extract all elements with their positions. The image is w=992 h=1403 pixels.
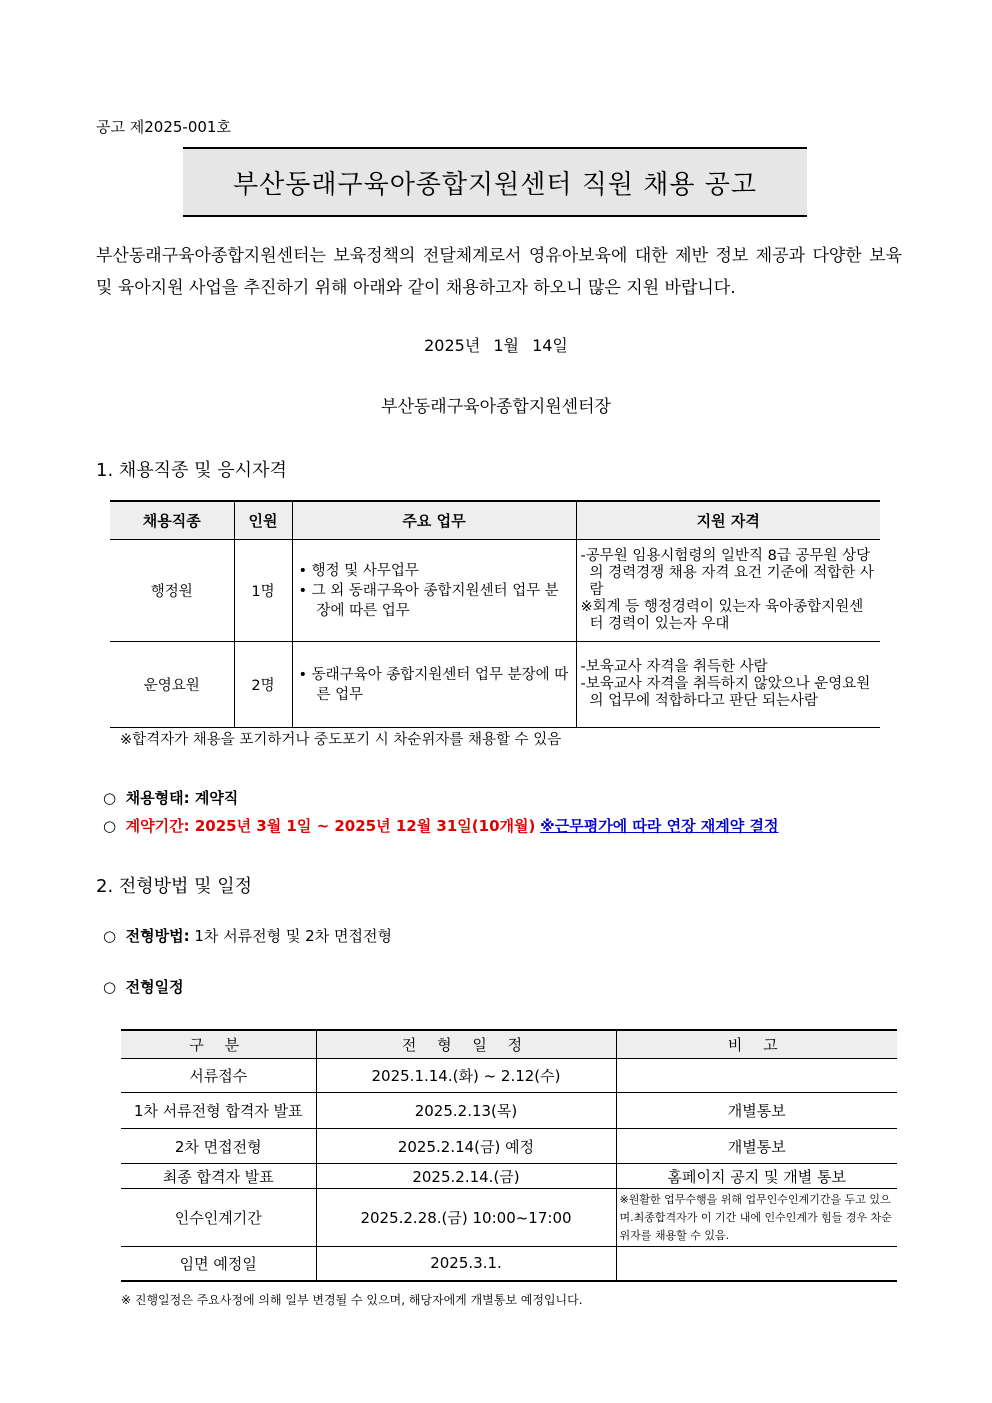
- job-title: 행정원: [110, 540, 234, 642]
- job-title: 운영요원: [110, 642, 234, 728]
- qualification-item: ※회계 등 행정경력이 있는자 육아종합지원센터 경력이 있는자 우대: [580, 599, 864, 632]
- circle-bullet-icon: ○: [103, 978, 117, 996]
- headcount: 1명: [234, 540, 292, 642]
- page-title: 부산동래구육아종합지원센터 직원 채용 공고: [233, 169, 757, 200]
- schedule-label: 전형일정: [125, 978, 184, 996]
- headcount: 2명: [234, 642, 292, 728]
- employment-type-line: [103, 787, 238, 808]
- table-row: [121, 1129, 897, 1164]
- col-header: 주요 업무: [292, 501, 576, 540]
- circle-bullet-icon: ○: [103, 789, 117, 807]
- remark-cell: [616, 1059, 897, 1093]
- intro-paragraph: 부산동래구육아종합지원센터는 보육정책의 전달체계로서 영유아보육에 대한 제반 정보 제공과 다양한 보육 및 육아지원 사업을 추진하기 위해 아래와 같이 채용하고자 하오니 많은 지원 바랍니다.: [96, 246, 902, 298]
- qualification-item: -공무원 임용시험령의 일반직 8급 공무원 상당의 경력경쟁 채용 자격 요건 기준에 적합한 사람: [580, 548, 874, 598]
- col-header: 구 분: [121, 1030, 316, 1059]
- qualifications-cell: [576, 642, 880, 728]
- col-header: 채용직종: [110, 501, 234, 540]
- date-cell: 2025.2.14.(금): [316, 1164, 616, 1189]
- stage-cell: 2차 면접전형: [121, 1129, 316, 1164]
- announcement-date: 2025년 1월 14일: [424, 336, 568, 355]
- section1-heading: 1. 채용직종 및 응시자격: [96, 460, 287, 481]
- table-row: [110, 540, 880, 642]
- remark-cell: 개별통보: [616, 1093, 897, 1129]
- duty-item: • 그 외 동래구육아 종합지원센터 업무 분장에 따른 업무: [298, 582, 559, 619]
- duty-item: • 동래구육아 종합지원센터 업무 분장에 따른 업무: [298, 666, 569, 703]
- date-cell: 2025.2.13(목): [316, 1093, 616, 1129]
- qualification-item: -보육교사 자격을 취득한 사람: [580, 659, 768, 675]
- col-header: 인원: [234, 501, 292, 540]
- positions-header-row: [110, 501, 880, 540]
- schedule-header-row: [121, 1030, 897, 1059]
- stage-cell: 최종 합격자 발표: [121, 1164, 316, 1189]
- col-header: 전 형 일 정: [316, 1030, 616, 1059]
- schedule-label-line: [103, 976, 184, 997]
- table-row: [121, 1093, 897, 1129]
- selection-method-value: 1차 서류전형 및 2차 면접전형: [194, 927, 392, 945]
- table-row: [121, 1247, 897, 1281]
- schedule-table: [121, 1029, 897, 1282]
- duties-cell: [292, 642, 576, 728]
- stage-cell: 1차 서류전형 합격자 발표: [121, 1093, 316, 1129]
- remark-cell: [616, 1247, 897, 1281]
- title-box: [183, 147, 807, 217]
- remark-cell: ※원활한 업무수행을 위해 업무인수인계기간을 두고 있으며.최종합격자가 이 기간 내에 인수인계가 힘들 경우 차순위자를 채용할 수 있음.: [616, 1189, 897, 1247]
- organization-head: 부산동래구육아종합지원센터장: [381, 397, 611, 417]
- table-row: [121, 1164, 897, 1189]
- date-cell: 2025.2.28.(금) 10:00~17:00: [316, 1189, 616, 1247]
- qualifications-cell: [576, 540, 880, 642]
- duty-item: • 행정 및 사무업무: [298, 562, 419, 579]
- remark-cell: 개별통보: [616, 1129, 897, 1164]
- table-row: [121, 1189, 897, 1247]
- qualification-item: -보육교사 자격을 취득하지 않았으나 운영요원의 업무에 적합하다고 판단 되는사람: [580, 676, 871, 709]
- schedule-note: ※ 진행일정은 주요사정에 의해 일부 변경될 수 있으며, 해당자에게 개별통보 예정입니다.: [121, 1293, 583, 1307]
- section1-note: ※합격자가 채용을 포기하거나 중도포기 시 차순위자를 채용할 수 있음: [120, 732, 562, 748]
- circle-bullet-icon: ○: [103, 817, 117, 835]
- table-row: [110, 642, 880, 728]
- stage-cell: 임면 예정일: [121, 1247, 316, 1281]
- employment-type: 채용형태: 계약직: [125, 789, 239, 807]
- positions-table: [110, 500, 880, 728]
- notice-number: 공고 제2025-001호: [96, 118, 231, 136]
- col-header: 비 고: [616, 1030, 897, 1059]
- date-cell: 2025.3.1.: [316, 1247, 616, 1281]
- selection-method-label: 전형방법:: [125, 927, 190, 945]
- col-header: 지원 자격: [576, 501, 880, 540]
- contract-period-line: [103, 815, 778, 836]
- date-cell: 2025.2.14(금) 예정: [316, 1129, 616, 1164]
- stage-cell: 서류접수: [121, 1059, 316, 1093]
- stage-cell: 인수인계기간: [121, 1189, 316, 1247]
- table-row: [121, 1059, 897, 1093]
- circle-bullet-icon: ○: [103, 927, 117, 945]
- contract-period: 계약기간: 2025년 3월 1일 ~ 2025년 12월 31일(10개월): [125, 817, 536, 835]
- remark-cell: 홈페이지 공지 및 개별 통보: [616, 1164, 897, 1189]
- duties-cell: [292, 540, 576, 642]
- selection-method-line: [103, 925, 392, 946]
- section2-heading: 2. 전형방법 및 일정: [96, 876, 253, 897]
- date-cell: 2025.1.14.(화) ~ 2.12(수): [316, 1059, 616, 1093]
- renewal-note-link[interactable]: ※근무평가에 따라 연장 재계약 결정: [540, 817, 779, 835]
